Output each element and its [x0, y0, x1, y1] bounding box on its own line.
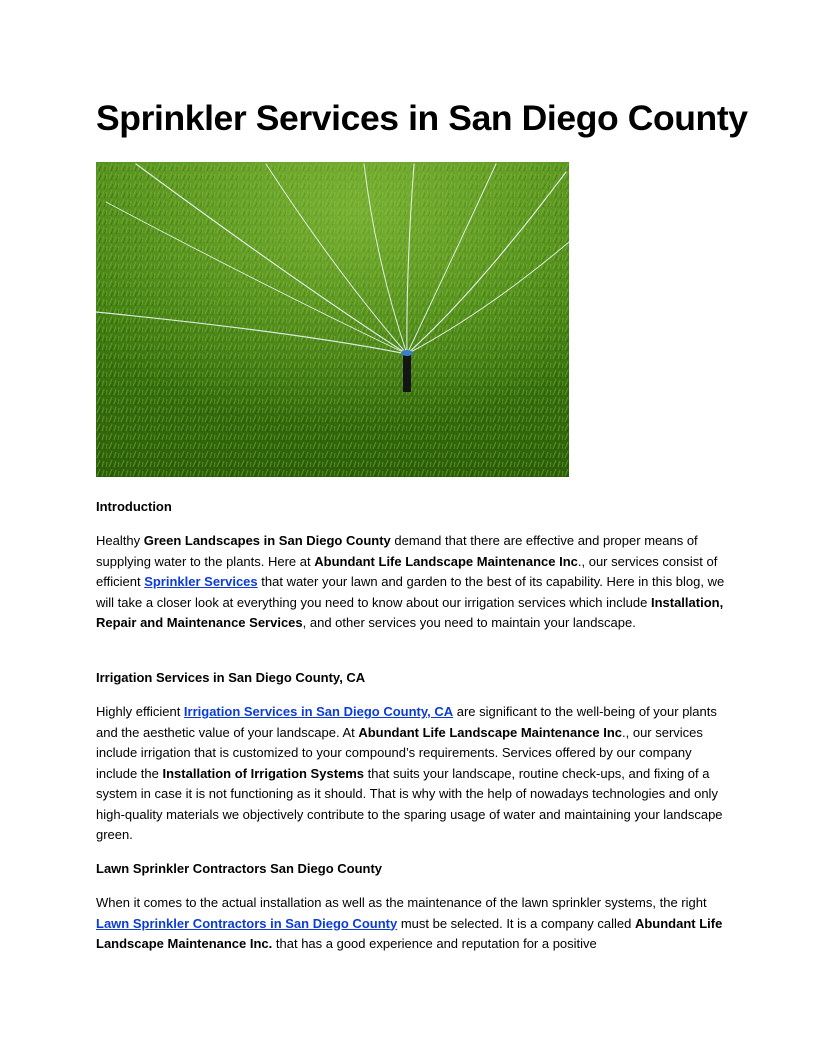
sprinkler-head-icon: [403, 352, 411, 392]
irrigation-paragraph: Highly efficient Irrigation Services in San Diego County, CA are significant to the well-being of your plants and the aesthetic value of your landscape. At Abundant Life Landscape Maintenance Inc., our services include irrigation that is customized to your compound’s requirements. Services offered by our company include the Installation of Irrigation Systems that suits your landscape, routine check-ups, and fixing of a system in case it is not functioning as it should. That is why with the help of nowadays technologies and only high-quality materials we objectively contribute to the sparing usage of water and maintaining your landscape green.: [96, 704, 723, 842]
intro-paragraph: Healthy Green Landscapes in San Diego County demand that there are effective and proper means of supplying water to the plants. Here at Abundant Life Landscape Maintenance Inc., our services consist of efficient Sprinkler Services that water your lawn and garden to the best of its capability. Here in this blog, we will take a closer look at everything you need to know about our irrigation services which include Installation, Repair and Maintenance Services, and other services you need to maintain your landscape.: [96, 533, 725, 630]
lawn-paragraph: When it comes to the actual installation as well as the maintenance of the lawn sprinkler systems, the right Lawn Sprinkler Contractors in San Diego County must be selected. It is a company called Abundant Life Landscape Maintenance Inc. that has a good experience and reputation for a positive: [96, 895, 723, 951]
sprinkler-photo: [96, 162, 569, 477]
page-title: Sprinkler Services in San Diego County: [96, 98, 748, 138]
lawn-sprinkler-contractors-link[interactable]: Lawn Sprinkler Contractors in San Diego County: [96, 915, 398, 931]
lawn-heading: Lawn Sprinkler Contractors San Diego County: [96, 861, 383, 876]
sprinkler-services-link[interactable]: Sprinkler Services: [144, 574, 258, 589]
irrigation-services-link[interactable]: Irrigation Services in San Diego County, CA: [183, 704, 454, 719]
irrigation-heading: Irrigation Services in San Diego County, CA: [96, 670, 366, 685]
intro-heading: Introduction: [96, 499, 172, 514]
